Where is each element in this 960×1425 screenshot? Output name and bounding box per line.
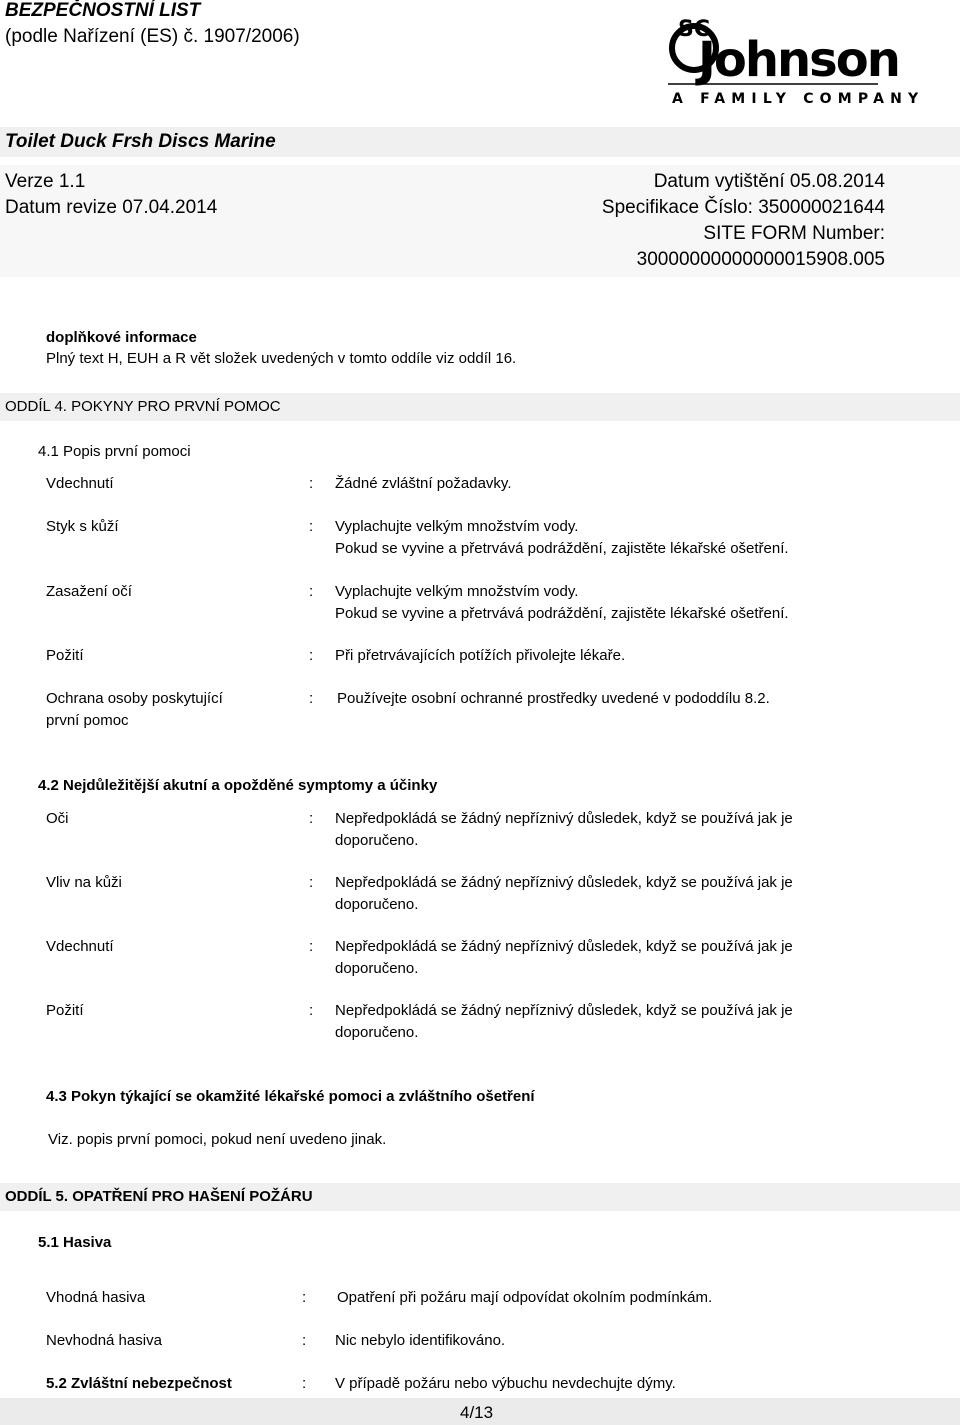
subsection-4-3-title: 4.3 Pokyn týkající se okamžité lékařské pomoci a zvláštního ošetření [46, 1088, 535, 1105]
additional-info-text: Plný text H, EUH a R vět složek uvedených v tomto oddíle viz oddíl 16. [46, 350, 517, 367]
row-value-unsuitable-media: Nic nebylo identifikováno. [335, 1332, 506, 1349]
row-value-eye-contact-1: Vyplachujte velkým množstvím vody. [335, 583, 579, 600]
colon: : [309, 874, 314, 891]
row-label-unsuitable-media: Nevhodná hasiva [46, 1332, 162, 1349]
row-label-inhalation-2: Vdechnutí [46, 938, 114, 955]
colon: : [302, 1332, 307, 1349]
logo-sc-text: SC [678, 17, 710, 42]
page-number: 4/13 [460, 1403, 494, 1422]
row-value-ingestion-2-2: doporučeno. [335, 1024, 419, 1041]
regulation-reference: (podle Nařízení (ES) č. 1907/2006) [5, 26, 300, 47]
section4-title: ODDÍL 4. POKYNY PRO PRVNÍ POMOC [5, 398, 281, 415]
colon: : [309, 810, 314, 827]
subsection-5-2-value: V případě požáru nebo výbuchu nevdechujte dýmy. [335, 1375, 676, 1392]
row-value-skin-contact-2: Pokud se vyvine a přetrvává podráždění, zajistěte lékařské ošetření. [335, 540, 789, 557]
product-name: Toilet Duck Frsh Discs Marine [5, 131, 276, 152]
section5-title: ODDÍL 5. OPATŘENÍ PRO HAŠENÍ POŽÁRU [5, 1188, 313, 1205]
row-value-skin-contact-1: Vyplachujte velkým množstvím vody. [335, 518, 579, 535]
colon: : [309, 647, 314, 664]
logo-johnson-text: Johnson [698, 32, 899, 88]
row-value-ingestion-2-1: Nepředpokládá se žádný nepříznivý důsledek, když se používá jak je [335, 1002, 793, 1019]
row-value-eyes-2: doporučeno. [335, 832, 419, 849]
row-value-inhalation-2-2: doporučeno. [335, 960, 419, 977]
print-date: Datum vytištění 05.08.2014 [653, 171, 885, 192]
colon: : [309, 583, 314, 600]
subsection-5-1-title: 5.1 Hasiva [38, 1234, 112, 1251]
row-value-inhalation: Žádné zvláštní požadavky. [335, 475, 512, 492]
sc-johnson-logo [668, 8, 925, 108]
logo-mark [668, 8, 925, 108]
document-title: BEZPEČNOSTNÍ LIST [5, 0, 201, 21]
row-label-first-aider-2: první pomoc [46, 712, 129, 729]
row-label-suitable-media: Vhodná hasiva [46, 1289, 146, 1306]
row-value-eyes-1: Nepředpokládá se žádný nepříznivý důsledek, když se používá jak je [335, 810, 793, 827]
additional-info-title: doplňkové informace [46, 329, 197, 346]
row-value-ingestion: Při přetrvávajících potížích přivolejte lékaře. [335, 647, 626, 664]
revision-date: Datum revize 07.04.2014 [5, 197, 218, 218]
row-label-inhalation: Vdechnutí [46, 475, 114, 492]
colon: : [302, 1289, 307, 1306]
specification-number: Specifikace Číslo: 350000021644 [601, 197, 885, 218]
row-label-eye-contact: Zasažení očí [46, 583, 132, 600]
subsection-4-2-title: 4.2 Nejdůležitější akutní a opožděné symptomy a účinky [38, 777, 438, 794]
site-form-label: SITE FORM Number: [703, 223, 885, 244]
subsection-4-3-text: Viz. popis první pomoci, pokud není uvedeno jinak. [48, 1131, 387, 1148]
colon: : [309, 475, 314, 492]
colon: : [309, 518, 314, 535]
colon: : [302, 1375, 307, 1392]
subsection-4-1-title: 4.1 Popis první pomoci [38, 443, 191, 460]
site-form-number: 30000000000000015908.005 [636, 249, 885, 270]
version: Verze 1.1 [5, 171, 86, 192]
row-value-skin-effect-2: doporučeno. [335, 896, 419, 913]
row-value-skin-effect-1: Nepředpokládá se žádný nepříznivý důsledek, když se používá jak je [335, 874, 793, 891]
row-label-ingestion: Požití [46, 647, 84, 664]
row-label-eyes: Oči [46, 810, 69, 827]
colon: : [309, 690, 314, 707]
row-value-suitable-media: Opatření při požáru mají odpovídat okolním podmínkám. [337, 1289, 713, 1306]
row-label-ingestion-2: Požití [46, 1002, 84, 1019]
row-value-first-aider: Používejte osobní ochranné prostředky uvedené v pododdílu 8.2. [337, 690, 770, 707]
subsection-5-2-title: 5.2 Zvláštní nebezpečnost [46, 1375, 232, 1392]
row-label-skin-effect: Vliv na kůži [46, 874, 122, 891]
logo-tagline: A FAMILY COMPANY [672, 91, 925, 107]
row-label-skin-contact: Styk s kůží [46, 518, 119, 535]
row-value-eye-contact-2: Pokud se vyvine a přetrvává podráždění, zajistěte lékařské ošetření. [335, 605, 789, 622]
row-value-inhalation-2-1: Nepředpokládá se žádný nepříznivý důsledek, když se používá jak je [335, 938, 793, 955]
row-label-first-aider-1: Ochrana osoby poskytující [46, 690, 223, 707]
colon: : [309, 938, 314, 955]
colon: : [309, 1002, 314, 1019]
